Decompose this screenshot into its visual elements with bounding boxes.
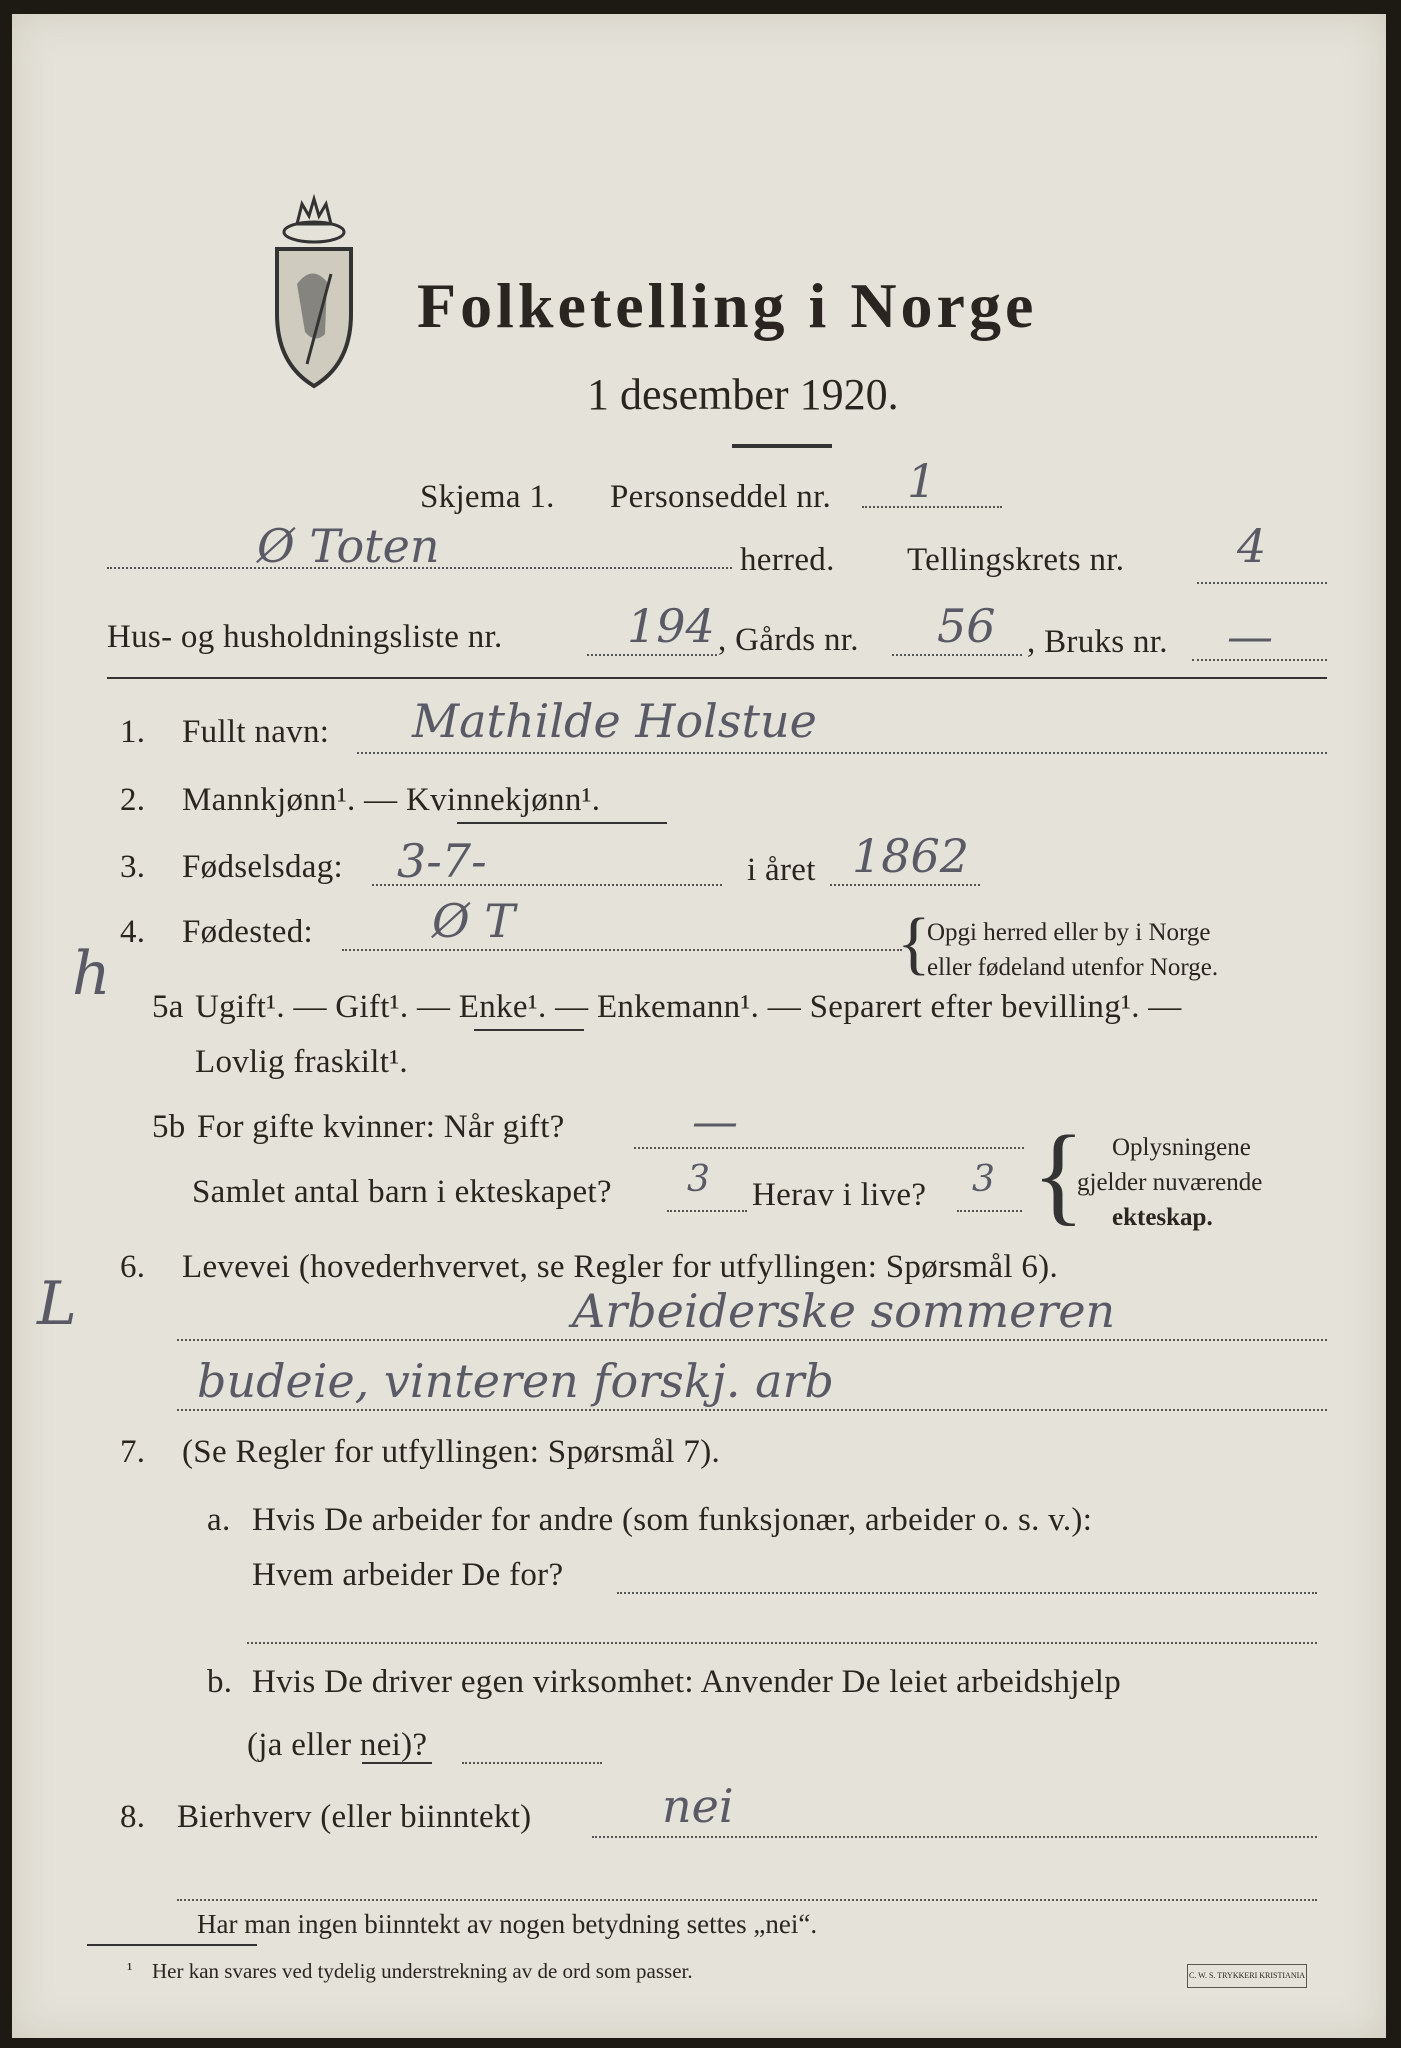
- q4-number: 4.: [120, 914, 146, 950]
- birthday-value: 3-7-: [397, 834, 487, 888]
- q5a-number: 5a: [152, 989, 184, 1025]
- q4-brace: {: [897, 905, 931, 982]
- q5b-note-line2: gjelder nuværende: [1077, 1169, 1263, 1196]
- birth-year-value: 1862: [852, 829, 970, 883]
- coat-of-arms-icon: [267, 194, 362, 394]
- q8-number: 8.: [120, 1799, 146, 1835]
- q5b-number: 5b: [152, 1109, 186, 1145]
- footnote-marker: ¹: [127, 1959, 133, 1979]
- q5a-line2: Lovlig fraskilt¹.: [195, 1044, 408, 1080]
- occupation-value-1: Arbeiderske sommeren: [572, 1284, 1116, 1338]
- gender-underline: [457, 822, 667, 824]
- employer-field-1[interactable]: [617, 1592, 1317, 1594]
- nei-underline: [362, 1762, 432, 1764]
- q6-number: 6.: [120, 1249, 146, 1285]
- skjema-label: Skjema 1.: [420, 479, 555, 515]
- birthplace-field[interactable]: [342, 949, 902, 951]
- form-title: Folketelling i Norge: [417, 270, 1038, 341]
- marriage-date-value: —: [692, 1094, 738, 1148]
- side-income-field-2[interactable]: [177, 1899, 1317, 1901]
- q8-note: Har man ingen biinntekt av nogen betydning settes „nei“.: [197, 1909, 818, 1939]
- q7b-line2: (ja eller nei)?: [247, 1727, 428, 1763]
- personseddel-value: 1: [907, 454, 937, 508]
- q7-number: 7.: [120, 1434, 146, 1470]
- q7-label: (Se Regler for utfyllingen: Spørsmål 7).: [182, 1434, 721, 1470]
- marital-status-underline: [474, 1029, 584, 1031]
- bruks-value: —: [1227, 609, 1273, 663]
- hus-value: 194: [627, 599, 715, 653]
- hus-field[interactable]: [587, 654, 717, 656]
- children-alive-field[interactable]: [957, 1210, 1022, 1212]
- q5b-note-line3: ekteskap.: [1112, 1204, 1213, 1231]
- title-divider: [732, 444, 832, 448]
- q7b-line1: Hvis De driver egen virksomhet: Anvender De leiet arbeidshjelp: [252, 1664, 1122, 1700]
- children-count-field[interactable]: [667, 1210, 747, 1212]
- q5b-line2: Samlet antal barn i ekteskapet?: [192, 1174, 612, 1210]
- full-name-value: Mathilde Holstue: [412, 694, 817, 748]
- q6-margin-mark: L: [37, 1269, 77, 1339]
- q5b-note-line1: Oplysningene: [1112, 1134, 1251, 1161]
- q5a-margin-mark: h: [72, 939, 111, 1009]
- q3-number: 3.: [120, 849, 146, 885]
- occupation-value-2: budeie, vinteren forskj. arb: [197, 1354, 834, 1408]
- header-divider: [107, 677, 1327, 679]
- personseddel-label: Personseddel nr.: [610, 479, 832, 515]
- children-alive-value: 3: [972, 1159, 995, 1200]
- herred-value: Ø Toten: [257, 519, 440, 573]
- q2-number: 2.: [120, 782, 146, 818]
- footnote-text: Her kan svares ved tydelig understrekning av de ord som passer.: [152, 1959, 693, 1983]
- bruks-label: , Bruks nr.: [1027, 624, 1168, 660]
- birth-year-field[interactable]: [830, 884, 980, 886]
- tellingskrets-label: Tellingskrets nr.: [907, 542, 1125, 578]
- gards-value: 56: [937, 599, 996, 653]
- q6-label: Levevei (hovederhvervet, se Regler for utfyllingen: Spørsmål 6).: [182, 1249, 1059, 1285]
- year-label: i året: [747, 852, 816, 888]
- gards-field[interactable]: [892, 654, 1022, 656]
- q5b-line1: For gifte kvinner: Når gift?: [197, 1109, 565, 1145]
- tellingskrets-value: 4: [1237, 519, 1267, 573]
- side-income-field-1[interactable]: [592, 1836, 1317, 1838]
- q1-number: 1.: [120, 714, 146, 750]
- hus-label: Hus- og husholdningsliste nr.: [107, 619, 503, 655]
- birthplace-value: Ø T: [432, 894, 516, 948]
- q7a-line2: Hvem arbeider De for?: [252, 1557, 564, 1593]
- q5b-brace: {: [1032, 1113, 1085, 1235]
- employer-field-2[interactable]: [247, 1642, 1317, 1644]
- q4-label: Fødested:: [182, 914, 314, 950]
- full-name-field[interactable]: [357, 752, 1327, 754]
- q7a-number: a.: [207, 1502, 231, 1538]
- q7a-line1: Hvis De arbeider for andre (som funksjonær, arbeider o. s. v.):: [252, 1502, 1093, 1538]
- q7b-number: b.: [207, 1664, 233, 1700]
- q3-label: Fødselsdag:: [182, 849, 343, 885]
- q4-note-line1: Opgi herred eller by i Norge: [927, 919, 1211, 946]
- tellingskrets-field[interactable]: [1197, 582, 1327, 584]
- occupation-field-1[interactable]: [177, 1339, 1327, 1341]
- herav-label: Herav i live?: [752, 1177, 927, 1213]
- herred-label: herred.: [740, 542, 835, 578]
- gards-label: , Gårds nr.: [718, 622, 859, 658]
- printer-stamp: C. W. S. TRYKKERI KRISTIANIA: [1187, 1964, 1307, 1988]
- children-count-value: 3: [687, 1159, 710, 1200]
- hired-help-field[interactable]: [462, 1762, 602, 1764]
- census-date: 1 desember 1920.: [587, 370, 899, 419]
- q1-label: Fullt navn:: [182, 714, 330, 750]
- side-income-value: nei: [662, 1779, 734, 1833]
- q4-note-line2: eller fødeland utenfor Norge.: [927, 954, 1219, 981]
- census-form-page: [12, 14, 1386, 2038]
- footnote-divider: [87, 1944, 257, 1946]
- q8-label: Bierhverv (eller biinntekt): [177, 1799, 532, 1835]
- occupation-field-2[interactable]: [177, 1409, 1327, 1411]
- gender-options[interactable]: Mannkjønn¹. — Kvinnekjønn¹.: [182, 782, 601, 818]
- marital-status-options[interactable]: Ugift¹. — Gift¹. — Enke¹. — Enkemann¹. — Separert efter bevilling¹. —: [195, 989, 1182, 1025]
